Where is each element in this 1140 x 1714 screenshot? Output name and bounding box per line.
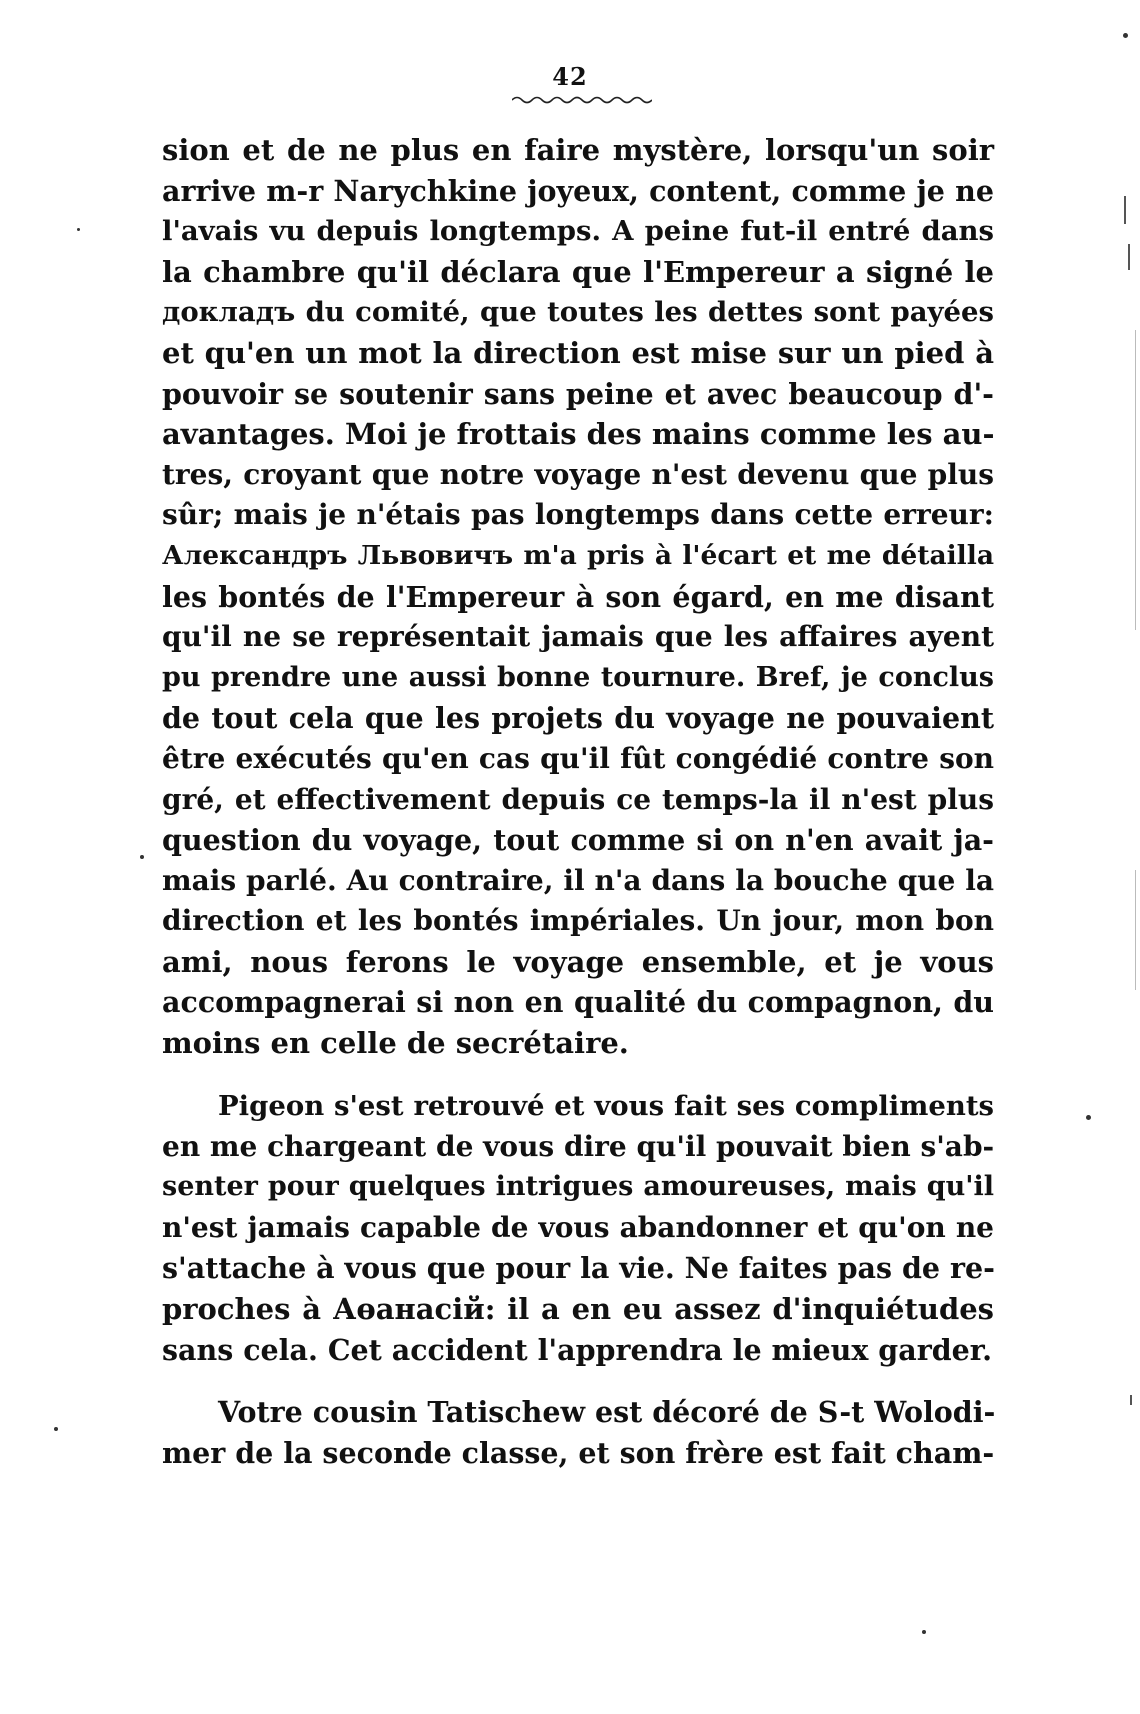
text-line: pouvoir se soutenir sans peine et avec beaucoup d'-: [162, 376, 994, 411]
paragraph-3: [162, 1392, 994, 1473]
text-line: de tout cela que les projets du voyage ne pouvaient: [162, 701, 994, 736]
scan-edge-mark: [1124, 196, 1126, 224]
scan-edge-mark: [1135, 870, 1136, 990]
text-line: mais parlé. Au contraire, il n'a dans la bouche que la: [162, 863, 994, 897]
scan-edge-mark: [1130, 1395, 1132, 1405]
text-line: arrive m-r Narychkine joyeux, content, comme je ne: [162, 173, 994, 208]
page-number: 42: [552, 62, 588, 91]
scan-edge-mark: [1135, 330, 1136, 630]
text-line: mer de la seconde classe, et son frère est fait cham-: [162, 1435, 995, 1470]
paragraph-1: [162, 130, 994, 1064]
text-line: la chambre qu'il déclara que l'Empereur a signé le: [162, 254, 994, 289]
text-line: direction et les bontés impériales. Un jour, mon bon: [162, 904, 994, 938]
text-line: sion et de ne plus en faire mystère, lorsqu'un soir: [162, 133, 994, 167]
wavy-rule-ornament: [512, 95, 652, 105]
text-line: moins en celle de secrétaire.: [162, 1026, 629, 1061]
text-line: sans cela. Cet accident l'apprendra le mieux garder.: [162, 1332, 993, 1367]
text-line: докладъ du comité, que toutes les dettes sont payées: [162, 296, 994, 329]
text-line: Александръ Львовичъ m'a pris à l'écart et me détailla: [162, 539, 994, 571]
text-line: être exécutés qu'en cas qu'il fût congédié contre son: [162, 741, 994, 775]
text-line: tres, croyant que notre voyage n'est devenu que plus: [162, 457, 994, 491]
text-line: question du voyage, tout comme si on n'en avait ja-: [162, 823, 994, 858]
text-line: pu prendre une aussi bonne tournure. Bref, je conclus: [162, 661, 994, 693]
text-line: ami, nous ferons le voyage ensemble, et je vous: [162, 944, 994, 979]
text-line: l'avais vu depuis longtemps. A peine fut-il entré dans: [162, 215, 994, 248]
text-line: gré, et effectivement depuis ce temps-la il n'est plus: [162, 782, 994, 816]
text-line: accompagnerai si non en qualité du compagnon, du: [162, 985, 994, 1020]
text-line: Votre cousin Tatischew est décoré de S-t Wolodi-: [218, 1395, 996, 1429]
text-line: en me chargeant de vous dire qu'il pouvait bien s'ab-: [162, 1129, 995, 1163]
text-line: senter pour quelques intrigues amoureuses, mais qu'il: [162, 1171, 994, 1203]
text-line: proches à Аөанасій: il a en eu assez d'inquiétudes: [162, 1291, 994, 1326]
scan-edge-mark: [1128, 244, 1130, 270]
text-line: sûr; mais je n'étais pas longtemps dans cette erreur:: [162, 498, 994, 532]
text-line: avantages. Moi je frottais des mains comme les au-: [162, 417, 995, 452]
text-line: les bontés de l'Empereur à son égard, en me disant: [162, 579, 994, 614]
text-line: qu'il ne se représentait jamais que les affaires ayent: [162, 620, 994, 654]
text-line: Pigeon s'est retrouvé et vous fait ses compliments: [218, 1090, 994, 1122]
text-line: n'est jamais capable de vous abandonner et qu'on ne: [162, 1210, 994, 1244]
text-line: et qu'en un mot la direction est mise sur un pied à: [162, 335, 994, 370]
paragraph-2: [162, 1086, 994, 1370]
text-line: s'attache à vous que pour la vie. Ne faites pas de re-: [162, 1251, 995, 1286]
